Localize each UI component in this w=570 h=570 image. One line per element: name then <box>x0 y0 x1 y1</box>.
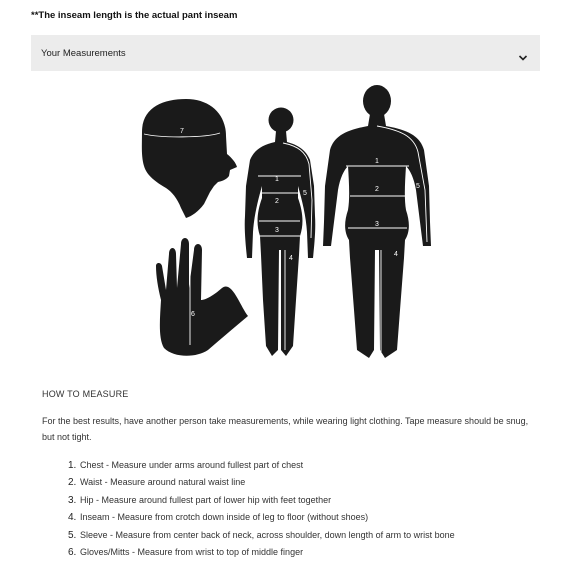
woman-label-5: 5 <box>303 190 307 197</box>
woman-label-1: 1 <box>275 176 279 183</box>
woman-label-2: 2 <box>275 198 279 205</box>
step-number: 3. <box>68 494 77 506</box>
step-text: Hip - Measure around fullest part of lower hip with feet together <box>80 494 332 505</box>
woman-label-3: 3 <box>275 227 279 234</box>
list-item <box>68 544 455 561</box>
step-number: 1. <box>68 460 77 471</box>
accordion-title: Your Measurements <box>41 47 126 59</box>
head-label-7: 7 <box>180 128 184 135</box>
list-item <box>68 509 455 526</box>
step-text: Inseam - Measure from crotch down inside of leg to floor (without shoes) <box>80 512 369 523</box>
inseam-note: **The inseam length is the actual pant inseam <box>31 10 238 21</box>
step-text: Waist - Measure around natural waist line <box>80 477 246 488</box>
man-label-1: 1 <box>375 158 379 165</box>
measurement-steps-list <box>68 457 455 561</box>
step-number: 4. <box>68 512 77 524</box>
step-text: Sleeve - Measure from center back of neck, across shoulder, down length of arm to wrist bone <box>80 529 455 540</box>
how-to-measure-heading: HOW TO MEASURE <box>42 389 129 399</box>
hand-label-6: 6 <box>191 311 195 318</box>
list-item <box>68 474 455 491</box>
step-text: Chest - Measure under arms around fullest part of chest <box>80 460 304 470</box>
list-item <box>68 527 455 544</box>
man-label-5: 5 <box>416 183 420 190</box>
list-item <box>68 457 455 474</box>
man-label-3: 3 <box>375 221 379 228</box>
how-to-measure-intro: For the best results, have another person take measurements, while wearing light clothing. Tape measure should be snug, but not tight. <box>42 416 529 442</box>
step-number: 6. <box>68 546 77 558</box>
step-number: 2. <box>68 477 77 489</box>
man-label-4: 4 <box>394 251 398 258</box>
head-silhouette <box>142 99 237 218</box>
step-text: Gloves/Mitts - Measure from wrist to top of middle finger <box>80 546 304 557</box>
hand-silhouette <box>156 238 248 356</box>
man-label-2: 2 <box>375 186 379 193</box>
woman-silhouette <box>245 108 316 357</box>
step-number: 5. <box>68 529 77 541</box>
woman-label-4: 4 <box>289 255 293 262</box>
list-item <box>68 492 455 509</box>
